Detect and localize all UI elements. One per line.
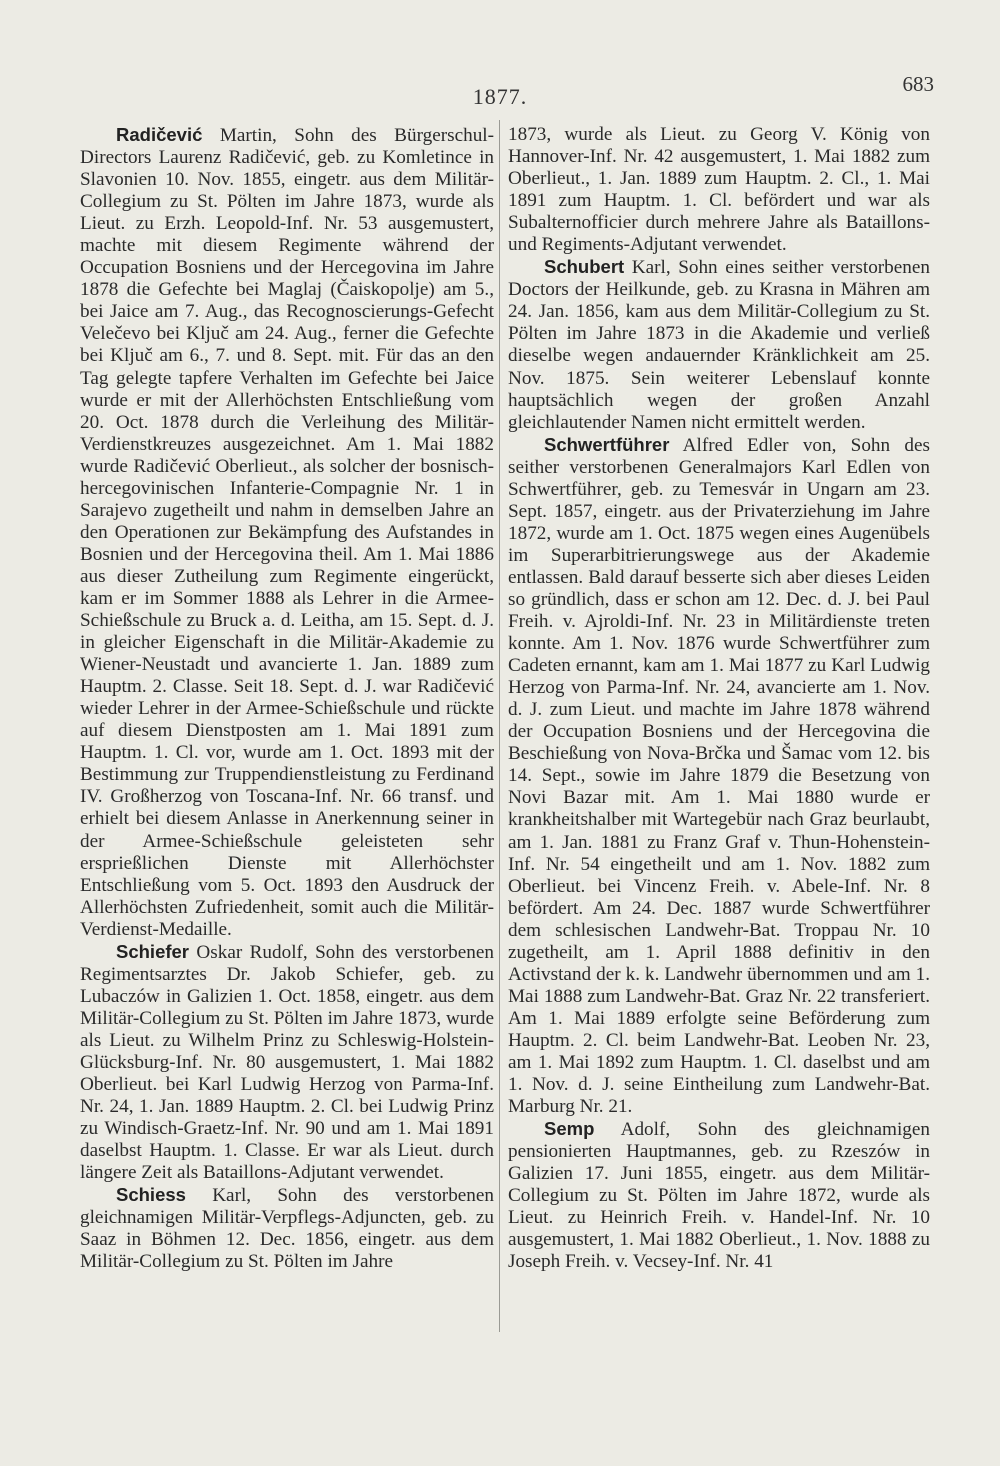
entry-schiefer xyxy=(80,941,494,1185)
entry-semp xyxy=(508,1118,930,1273)
running-head-year: 1877. xyxy=(472,84,528,109)
entry-text: Karl, Sohn eines seither verstorbenen Doctors der Heilkunde, geb. zu Krasna in Mähren am 24. Jan. 1856, kam aus dem Militär-Collegium zu St. Pölten im Jahre 1873 in die Akademie und verließ dieselbe wegen andauernder Kränklichkeit am 25. Nov. 1875. Sein weiterer Lebenslauf konnte hauptsächlich wegen der großen Anzahl gleichlautender Namen nicht ermittelt werden. xyxy=(508,257,930,433)
entry-text: Alfred Edler von, Sohn des seither verstorbenen Generalmajors Karl Edlen von Schwertführer, geb. zu Temesvár in Ungarn am 23. Sept. 1857, eingetr. aus der Privaterziehung im Jahre 1872, wurde am 1. Oct. 1875 wegen eines Augenübels im Superarbitrierungswege aus der Akademie entlassen. Bald darauf besserte sich aber dieses Leiden so gründlich, dass er schon am 12. Dec. d. J. bei Paul Freih. v. Ajroldi-Inf. Nr. 23 in Militärdienste treten konnte. Am 1. Nov. 1876 wurde Schwertführer zum Cadeten ernannt, kam am 1. Mai 1877 zu Karl Ludwig Herzog von Parma-Inf. Nr. 24, avancierte am 1. Nov. d. J. zum Lieut. und machte im Jahre 1878 während der Occupation Bosniens und der Hercegovina die Beschießung von Nova-Brčka und Šamac vom 12. bis 14. Sept., sowie im Jahre 1879 die Besetzung von Novi Bazar mit. Am 1. Mai 1880 wurde er krankheitshalber mit Wartegebür nach Graz beurlaubt, am 1. Jan. 1881 zu Franz Graf v. Thun-Hohenstein-Inf. Nr. 54 eingetheilt und am 1. Nov. 1882 zum Oberlieut. bei Vincenz Freih. v. Abele-Inf. Nr. 8 befördert. Am 24. Dec. 1887 wurde Schwertführer dem schlesischen Landwehr-Bat. Troppau Nr. 10 zugetheilt, am 1. April 1888 definitiv in den Activstand der k. k. Landwehr übernommen und am 1. Mai 1888 zum Landwehr-Bat. Graz Nr. 22 transferiert. Am 1. Mai 1889 erfolgte seine Beförderung zum Hauptm. 2. Cl. beim Landwehr-Bat. Leoben Nr. 23, am 1. Mai 1892 zum Hauptm. 1. Cl. daselbst und am 1. Nov. d. J. seine Eintheilung zum Landwehr-Bat. Marburg Nr. 21. xyxy=(508,434,930,1118)
right-column xyxy=(508,124,930,1273)
entry-name: Schwertführer xyxy=(544,433,670,455)
entry-schiess xyxy=(80,1184,494,1273)
entry-text: Oskar Rudolf, Sohn des verstorbenen Regimentsarztes Dr. Jakob Schiefer, geb. zu Lubaczów in Galizien 1. Oct. 1858, eingetr. aus dem Militär-Collegium zu St. Pölten im Jahre 1873, wurde als Lieut. zu Wilhelm Prinz zu Schleswig-Holstein-Glücksburg-Inf. Nr. 80 ausgemustert, 1. Mai 1882 Oberlieut. bei Karl Ludwig Herzog von Parma-Inf. Nr. 24, 1. Jan. 1889 Hauptm. 2. Cl. bei Ludwig Prinz zu Windisch-Graetz-Inf. Nr. 90 und am 1. Mai 1891 daselbst Hauptm. 1. Classe. Er war als Lieut. durch längere Zeit als Bataillons-Adjutant verwendet. xyxy=(80,941,495,1184)
entry-schubert xyxy=(508,256,930,433)
entry-name: Schiess xyxy=(116,1184,186,1206)
entry-text: 1873, wurde als Lieut. zu Georg V. König von Hannover-Inf. Nr. 42 ausgemustert, 1. Mai 1882 zum Oberlieut., 1. Jan. 1889 zum Hauptm. 2. Cl., 1. Mai 1891 zum Hauptm. 1. Cl. befördert und war als Subalternofficier durch mehrere Jahre als Bataillons- und Regiments-Adjutant verwendet. xyxy=(508,124,930,256)
entry-schwertfuehrer xyxy=(508,434,930,1118)
entry-text: Martin, Sohn des Bürgerschul-Directors Laurenz Radičević, geb. zu Komletince in Slavonien 10. Nov. 1855, eingetr. aus dem Militär-Collegium zu St. Pölten im Jahre 1873, wurde als Lieut. zu Erzh. Leopold-Inf. Nr. 53 ausgemustert, machte mit diesem Regimente während der Occupation Bosniens und der Hercegovina im Jahre 1878 die Gefechte bei Maglaj (Čaiskopolje) am 5., bei Jaice am 7. Aug., das Recognoscierungs-Gefecht Velečevo bei Ključ am 24. Aug., ferner die Gefechte bei Ključ am 6., 7. und 8. Sept. mit. Für das an den Tag gelegte tapfere Verhalten im Gefechte bei Jaice wurde er mit der Allerhöchsten Entschließung vom 20. Oct. 1878 durch die Verleihung des Militär-Verdienstkreuzes ausgezeichnet. Am 1. Mai 1882 wurde Radičević Oberlieut., als solcher der bosnisch-hercegovinischen Infanterie-Compagnie Nr. 1 in Sarajevo zugetheilt und nahm in demselben Jahre an den Operationen zur Bekämpfung des Aufstandes in Bosnien und der Hercegovina theil. Am 1. Mai 1886 aus dieser Zutheilung zum Regimente eingerückt, kam er im Sommer 1888 als Lehrer in die Armee-Schießschule zu Bruck a. d. Leitha, am 15. Sept. d. J. in gleicher Eigenschaft in die Militär-Akademie zu Wiener-Neustadt und avancierte 1. Jan. 1889 zum Hauptm. 2. Classe. Seit 18. Sept. d. J. war Radičević wieder Lehrer in der Armee-Schießschule und rückte auf diesem Dienstposten am 1. Mai 1891 zum Hauptm. 1. Cl. vor, wurde am 1. Oct. 1893 mit der Bestimmung zur Truppendienstleistung zu Ferdinand IV. Großherzog von Toscana-Inf. Nr. 66 transf. und erhielt bei diesem Anlasse in Anerkennung seiner in der Armee-Schießschule geleisteten sehr ersprießlichen Dienste mit Allerhöchster Entschließung vom 5. Oct. 1893 den Ausdruck der Allerhöchsten Zufriedenheit, somit auch die Militär-Verdienst-Medaille. xyxy=(80,125,495,940)
entry-name: Semp xyxy=(544,1118,595,1140)
entry-name: Radičević xyxy=(116,124,203,145)
column-divider xyxy=(499,120,500,1332)
entry-name: Schiefer xyxy=(116,940,190,962)
entry-schiess-continued xyxy=(508,124,930,256)
entry-text: Adolf, Sohn des gleichnamigen pensionierten Hauptmannes, geb. zu Rzeszów in Galizien 17. Juni 1855, eingetr. aus dem Militär-Collegium zu St. Pölten im Jahre 1872, wurde als Lieut. zu Heinrich Freih. v. Handel-Inf. Nr. 10 ausgemustert, 1. Mai 1882 Oberlieut., 1. Nov. 1888 zu Joseph Freih. v. Vecsey-Inf. Nr. 41 xyxy=(508,1119,930,1273)
left-column xyxy=(80,124,494,1273)
entry-name: Schubert xyxy=(544,256,625,278)
page-number: 683 xyxy=(902,72,934,96)
entry-text: Karl, Sohn des verstorbenen gleichnamigen Militär-Verpflegs-Adjuncten, geb. zu Saaz in Böhmen 12. Dec. 1856, eingetr. aus dem Militär-Collegium zu St. Pölten im Jahre xyxy=(80,1185,495,1273)
entry-radicevic xyxy=(80,124,494,941)
